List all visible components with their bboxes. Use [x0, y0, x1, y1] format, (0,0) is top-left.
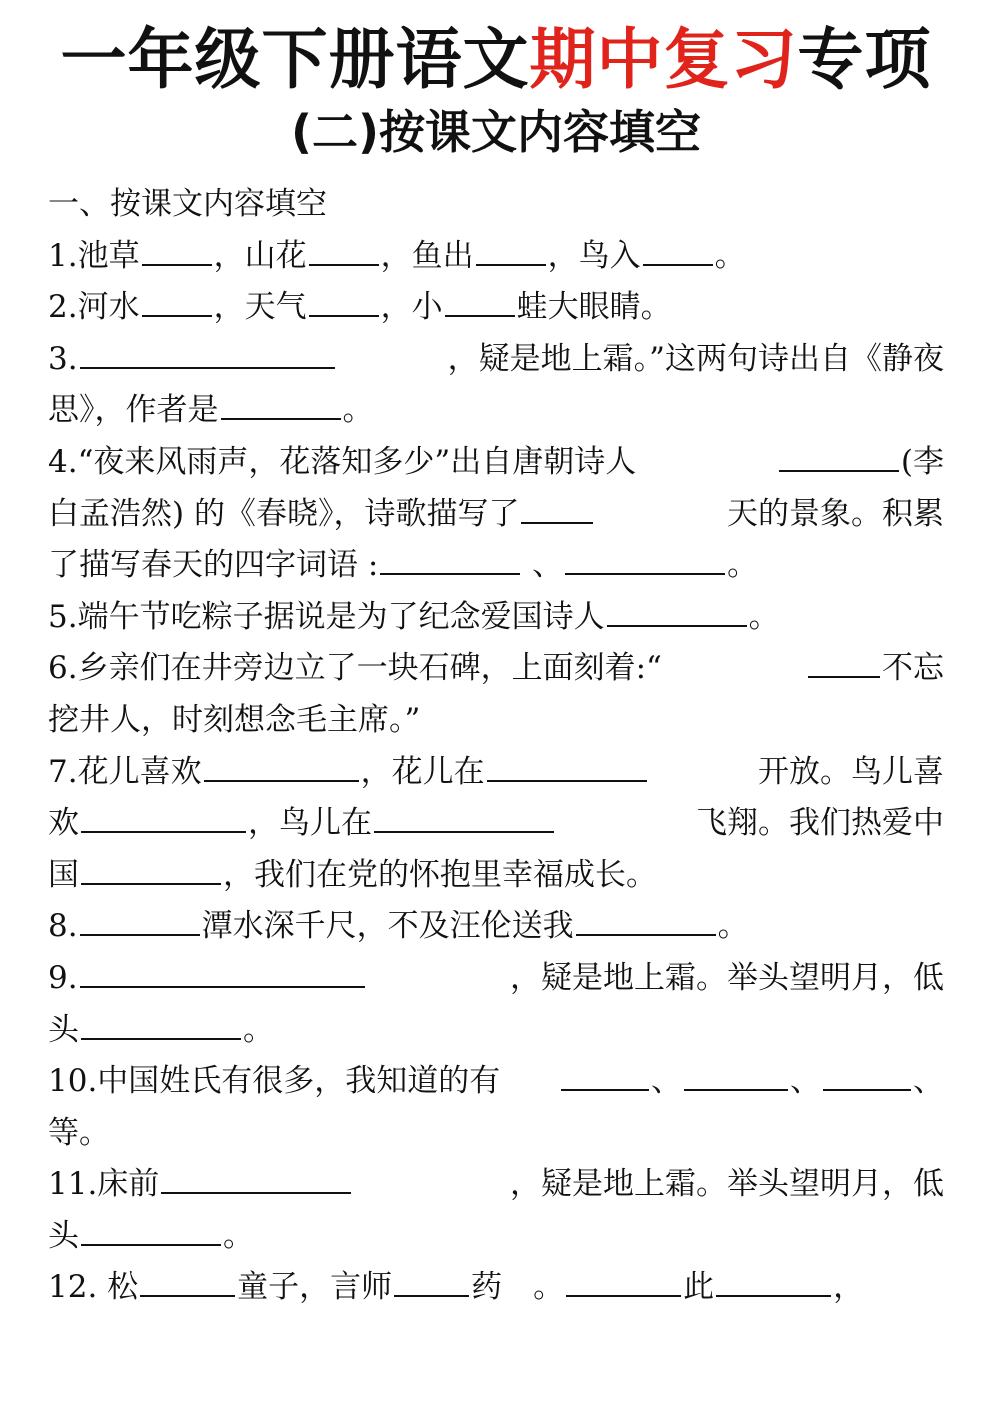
- section-heading: 一、按课文内容填空: [48, 186, 327, 222]
- question-text: 、: [790, 1063, 821, 1100]
- question-text: 欢: [48, 805, 79, 842]
- question-10-cont: 等。: [48, 1114, 110, 1151]
- question-12: [48, 1262, 944, 1314]
- question-4: [48, 437, 944, 489]
- answer-blank[interactable]: [140, 1294, 235, 1297]
- question-segment: [48, 953, 367, 1005]
- answer-blank[interactable]: [716, 1294, 831, 1297]
- question-text: 头: [48, 1011, 79, 1048]
- page-title: [0, 18, 992, 102]
- question-text: 11.床前: [48, 1166, 160, 1203]
- question-text: 国: [48, 856, 79, 893]
- question-text: 4.“夜来风雨声，花落知多少”出自唐朝诗人: [48, 443, 637, 480]
- question-text: 蛙大眼睛。: [516, 289, 672, 326]
- answer-blank[interactable]: [476, 263, 546, 266]
- answer-blank[interactable]: [142, 314, 212, 317]
- question-text: 此: [683, 1269, 715, 1306]
- question-segment: [48, 1159, 353, 1211]
- question-text: 思》，作者是: [48, 392, 219, 429]
- answer-blank[interactable]: [81, 1243, 221, 1246]
- question-7-cont-2: [48, 850, 944, 902]
- question-6-cont: 挖井人，时刻想念毛主席。”: [48, 701, 421, 738]
- answer-blank[interactable]: [576, 933, 716, 936]
- answer-blank[interactable]: [309, 314, 379, 317]
- question-text: 。: [714, 237, 746, 274]
- answer-blank[interactable]: [684, 1088, 788, 1091]
- title-part-3: 专项: [797, 21, 932, 98]
- question-text: 5.端午节吃粽子据说是为了纪念爱国诗人: [48, 598, 605, 635]
- answer-blank[interactable]: [221, 417, 341, 420]
- question-6: [48, 643, 944, 695]
- question-4-cont-2: [48, 540, 944, 592]
- answer-blank[interactable]: [161, 1191, 351, 1194]
- answer-blank[interactable]: [643, 263, 713, 266]
- answer-blank[interactable]: [565, 572, 725, 575]
- question-text: 1.池草: [48, 237, 140, 274]
- question-9-cont: [48, 1005, 944, 1057]
- question-text: ，鸟儿在: [248, 805, 372, 842]
- question-text: ，疑是地上霜。举头望明月，低: [510, 1166, 944, 1203]
- answer-blank[interactable]: [445, 314, 515, 317]
- answer-blank[interactable]: [142, 263, 212, 266]
- answer-blank[interactable]: [808, 675, 880, 678]
- question-text: 9.: [48, 959, 78, 996]
- question-text: (李: [900, 443, 944, 480]
- question-text: 。: [243, 1011, 274, 1048]
- question-text: 。: [748, 598, 780, 635]
- answer-blank[interactable]: [779, 469, 899, 472]
- answer-blank[interactable]: [81, 1037, 241, 1040]
- question-text: ，山花: [213, 237, 307, 274]
- title-highlight: 期中复习: [529, 21, 798, 98]
- question-segment: [806, 643, 944, 695]
- question-text: 。: [717, 908, 749, 945]
- question-3: [48, 334, 944, 386]
- answer-blank[interactable]: [487, 779, 647, 782]
- question-7: [48, 747, 944, 799]
- question-1: [48, 231, 944, 283]
- question-text: 、: [522, 547, 564, 584]
- answer-blank[interactable]: [204, 779, 359, 782]
- answer-blank[interactable]: [81, 830, 246, 833]
- question-segment: [48, 747, 649, 799]
- question-text: ，我们在党的怀抱里幸福成长。: [223, 856, 657, 893]
- question-text: ，疑是地上霜。”这两句诗出自《静夜: [447, 340, 944, 377]
- answer-blank[interactable]: [394, 1294, 469, 1297]
- question-text: ，花儿在: [360, 753, 485, 790]
- answer-blank[interactable]: [823, 1088, 911, 1091]
- question-text: 。: [727, 547, 759, 584]
- question-segment: [48, 798, 556, 850]
- question-7-cont: [48, 798, 944, 850]
- question-text: 、: [651, 1063, 682, 1100]
- question-segment: [48, 489, 595, 541]
- question-text: 飞翔。我们热爱中: [696, 805, 944, 842]
- worksheet-body: [48, 179, 944, 1314]
- question-text: 。: [342, 392, 374, 429]
- question-11-cont: [48, 1211, 944, 1263]
- question-segment: [777, 437, 944, 489]
- question-text: 药 。: [471, 1269, 565, 1306]
- question-text: 6.乡亲们在井旁边立了一块石碑，上面刻着:“: [48, 650, 662, 687]
- answer-blank[interactable]: [80, 985, 365, 988]
- question-text: ，疑是地上霜。举头望明月，低: [510, 959, 944, 996]
- answer-blank[interactable]: [380, 572, 520, 575]
- answer-blank[interactable]: [309, 263, 379, 266]
- question-10: [48, 1056, 944, 1108]
- question-text: ，鱼出: [380, 237, 474, 274]
- answer-blank[interactable]: [80, 366, 335, 369]
- question-text: 天的景象。积累: [727, 495, 944, 532]
- question-4-cont: [48, 489, 944, 541]
- answer-blank[interactable]: [81, 882, 221, 885]
- question-text: 2.河水: [48, 289, 140, 326]
- question-text: ，鸟入: [547, 237, 641, 274]
- title-part-1: 一年级下册语文: [60, 21, 530, 98]
- question-text: 白孟浩然) 的《春晓》，诗歌描写了: [48, 495, 520, 532]
- question-text: 、: [913, 1063, 944, 1100]
- question-text: ，小: [380, 289, 443, 326]
- question-text: 10.中国姓氏有很多，我知道的有: [48, 1063, 501, 1100]
- question-9: [48, 953, 944, 1005]
- question-text: 潭水深千尺，不及汪伦送我: [201, 908, 574, 945]
- answer-blank[interactable]: [374, 830, 554, 833]
- page-subtitle: (二)按课文内容填空: [290, 105, 702, 159]
- question-text: 了描写春天的四字词语 :: [48, 547, 379, 584]
- question-11: [48, 1159, 944, 1211]
- answer-blank[interactable]: [566, 1294, 681, 1297]
- question-segment: [48, 334, 337, 386]
- question-3-cont: [48, 385, 944, 437]
- question-text: 童子，言师: [237, 1269, 393, 1306]
- question-5: [48, 592, 944, 644]
- question-text: 。: [223, 1217, 254, 1254]
- question-segment: [559, 1056, 944, 1108]
- question-text: 7.花儿喜欢: [48, 753, 202, 790]
- question-text: 不忘: [882, 650, 944, 687]
- question-8: [48, 901, 944, 953]
- answer-blank[interactable]: [607, 624, 747, 627]
- question-text: 3.: [48, 340, 78, 377]
- question-text: 8.: [48, 908, 78, 945]
- question-text: ，: [833, 1269, 865, 1306]
- answer-blank[interactable]: [561, 1088, 649, 1091]
- question-text: 头: [48, 1217, 79, 1254]
- question-text: ，天气: [213, 289, 307, 326]
- question-text: 开放。鸟儿喜: [758, 753, 944, 790]
- answer-blank[interactable]: [80, 933, 200, 936]
- question-2: [48, 282, 944, 334]
- question-text: 12. 松: [48, 1269, 139, 1306]
- answer-blank[interactable]: [521, 521, 593, 524]
